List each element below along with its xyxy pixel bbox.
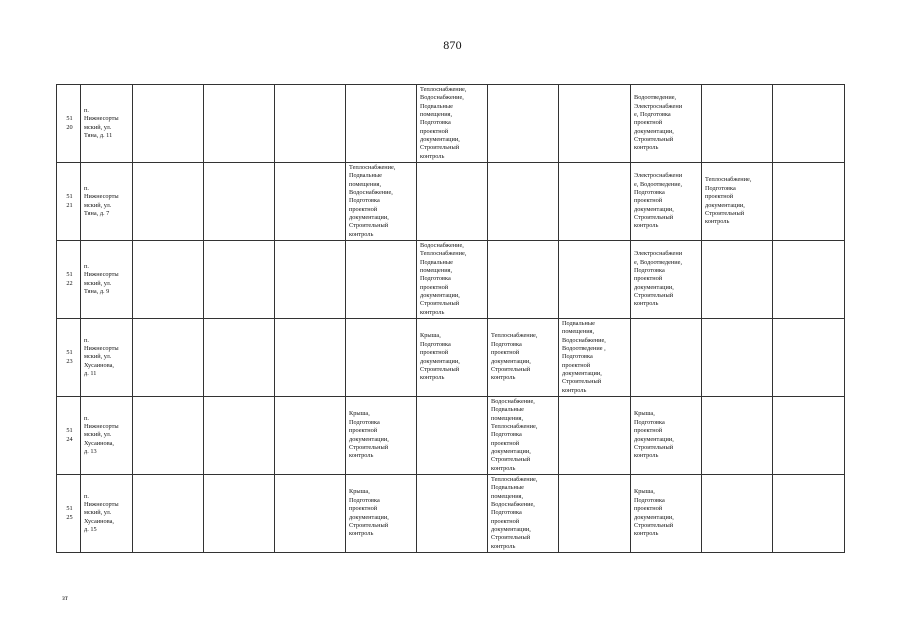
work-type-cell [702, 163, 773, 241]
work-type-cell [204, 241, 275, 319]
work-type-cell [346, 241, 417, 319]
address-text: п. Нижнесорты мский, ул. Хусаинова, д. 15 [84, 492, 119, 534]
work-type-cell [631, 85, 702, 163]
row-number: 51 24 [66, 427, 73, 443]
work-type-text: Крыша, Подготовка проектной документации, Строительный контроль [420, 332, 460, 382]
work-type-cell [417, 397, 488, 475]
address-cell [81, 163, 133, 241]
work-type-cell [702, 319, 773, 397]
page-number: 870 [443, 38, 462, 52]
address-text: п. Нижнесорты мский, ул. Хусаинова, д. 13 [84, 414, 119, 456]
work-type-cell [275, 475, 346, 553]
work-type-cell [417, 241, 488, 319]
footer-code: зт [62, 594, 68, 602]
work-type-cell [702, 397, 773, 475]
work-type-cell [346, 397, 417, 475]
work-type-cell [773, 241, 845, 319]
work-type-cell [702, 85, 773, 163]
table-row [57, 241, 845, 319]
work-type-text: Электроснабжени е, Водоотведение, Подготовка проектной документации, Строительный контроль [634, 172, 683, 230]
address-cell [81, 85, 133, 163]
row-number-cell [57, 241, 81, 319]
row-number: 51 22 [66, 271, 73, 287]
row-number-cell [57, 475, 81, 553]
work-type-cell [275, 319, 346, 397]
work-type-cell [133, 397, 204, 475]
table-row [57, 475, 845, 553]
work-type-cell [559, 475, 631, 553]
work-type-cell [559, 397, 631, 475]
row-number: 51 20 [66, 115, 73, 131]
row-number: 51 23 [66, 349, 73, 365]
table-body [57, 85, 845, 553]
work-type-cell [275, 85, 346, 163]
work-type-cell [488, 475, 559, 553]
work-type-cell [488, 85, 559, 163]
work-type-cell [133, 163, 204, 241]
work-type-cell [702, 241, 773, 319]
work-type-cell [631, 475, 702, 553]
work-type-cell [275, 397, 346, 475]
row-number-cell [57, 85, 81, 163]
work-type-cell [346, 475, 417, 553]
work-type-cell [204, 475, 275, 553]
work-type-text: Водоснабжение, Подвальные помещения, Теплоснабжение, Подготовка проектной документации, Строительный контроль [491, 397, 538, 472]
work-type-cell [133, 241, 204, 319]
work-type-cell [702, 475, 773, 553]
work-type-cell [133, 85, 204, 163]
work-type-cell [204, 163, 275, 241]
work-type-cell [417, 163, 488, 241]
table-row [57, 397, 845, 475]
work-type-cell [204, 319, 275, 397]
work-type-text: Водоснабжение, Теплоснабжение, Подвальные помещения, Подготовка проектной документации, Строительный контроль [420, 241, 467, 316]
work-type-text: Крыша, Подготовка проектной документации, Строительный контроль [349, 410, 389, 460]
capital-repair-table [56, 84, 845, 553]
work-type-text: Крыша, Подготовка проектной документации, Строительный контроль [634, 410, 674, 460]
work-type-text: Теплоснабжение, Подготовка проектной документации, Строительный контроль [491, 332, 538, 382]
address-text: п. Нижнесорты мский, ул. Хусаинова, д. 11 [84, 336, 119, 378]
work-type-cell [346, 163, 417, 241]
work-type-cell [133, 319, 204, 397]
work-type-cell [773, 397, 845, 475]
work-type-text: Теплоснабжение, Подвальные помещения, Водоснабжение, Подготовка проектной документации, Строительный контроль [349, 163, 396, 238]
work-type-cell [559, 163, 631, 241]
work-type-cell [488, 241, 559, 319]
work-type-cell [559, 319, 631, 397]
work-type-cell [631, 241, 702, 319]
work-type-cell [488, 397, 559, 475]
work-type-cell [559, 241, 631, 319]
work-type-text: Крыша, Подготовка проектной документации, Строительный контроль [634, 488, 674, 538]
work-type-cell [417, 85, 488, 163]
table-row [57, 85, 845, 163]
row-number: 51 25 [66, 505, 73, 521]
work-type-cell [488, 319, 559, 397]
row-number: 51 21 [66, 193, 73, 209]
work-type-cell [346, 319, 417, 397]
work-type-cell [417, 319, 488, 397]
work-type-cell [488, 163, 559, 241]
work-type-cell [631, 319, 702, 397]
address-text: п. Нижнесорты мский, ул. Тяна, д. 9 [84, 262, 119, 295]
work-type-cell [133, 475, 204, 553]
table-row [57, 319, 845, 397]
table-row [57, 163, 845, 241]
address-text: п. Нижнесорты мский, ул. Тяна, д. 11 [84, 106, 119, 139]
address-text: п. Нижнесорты мский, ул. Тяна, д. 7 [84, 184, 119, 217]
work-type-text: Крыша, Подготовка проектной документации, Строительный контроль [349, 488, 389, 538]
work-type-cell [275, 163, 346, 241]
work-type-text: Водоотведение, Электроснабжени е, Подготовка проектной документации, Строительный контроль [634, 94, 683, 152]
work-type-cell [417, 475, 488, 553]
address-cell [81, 475, 133, 553]
work-type-text: Электроснабжени е, Водоотведение, Подготовка проектной документации, Строительный контроль [634, 250, 683, 308]
row-number-cell [57, 319, 81, 397]
address-cell [81, 241, 133, 319]
work-type-cell [631, 397, 702, 475]
work-type-text: Теплоснабжение, Подготовка проектной документации, Строительный контроль [705, 176, 752, 226]
row-number-cell [57, 163, 81, 241]
work-type-cell [275, 241, 346, 319]
address-cell [81, 319, 133, 397]
address-cell [81, 397, 133, 475]
work-type-cell [773, 85, 845, 163]
row-number-cell [57, 397, 81, 475]
work-type-cell [204, 397, 275, 475]
work-type-cell [773, 163, 845, 241]
work-type-text: Подвальные помещения, Водоснабжение, Водоотведение , Подготовка проектной документации, Строительный контроль [562, 319, 606, 394]
work-type-cell [559, 85, 631, 163]
work-type-cell [346, 85, 417, 163]
work-type-cell [204, 85, 275, 163]
work-type-text: Теплоснабжение, Подвальные помещения, Водоснабжение, Подготовка проектной документации, Строительный контроль [491, 475, 538, 550]
work-type-cell [773, 475, 845, 553]
work-type-cell [773, 319, 845, 397]
work-type-cell [631, 163, 702, 241]
work-type-text: Теплоснабжение, Водоснабжение, Подвальные помещения, Подготовка проектной документации, Строительный контроль [420, 85, 467, 160]
